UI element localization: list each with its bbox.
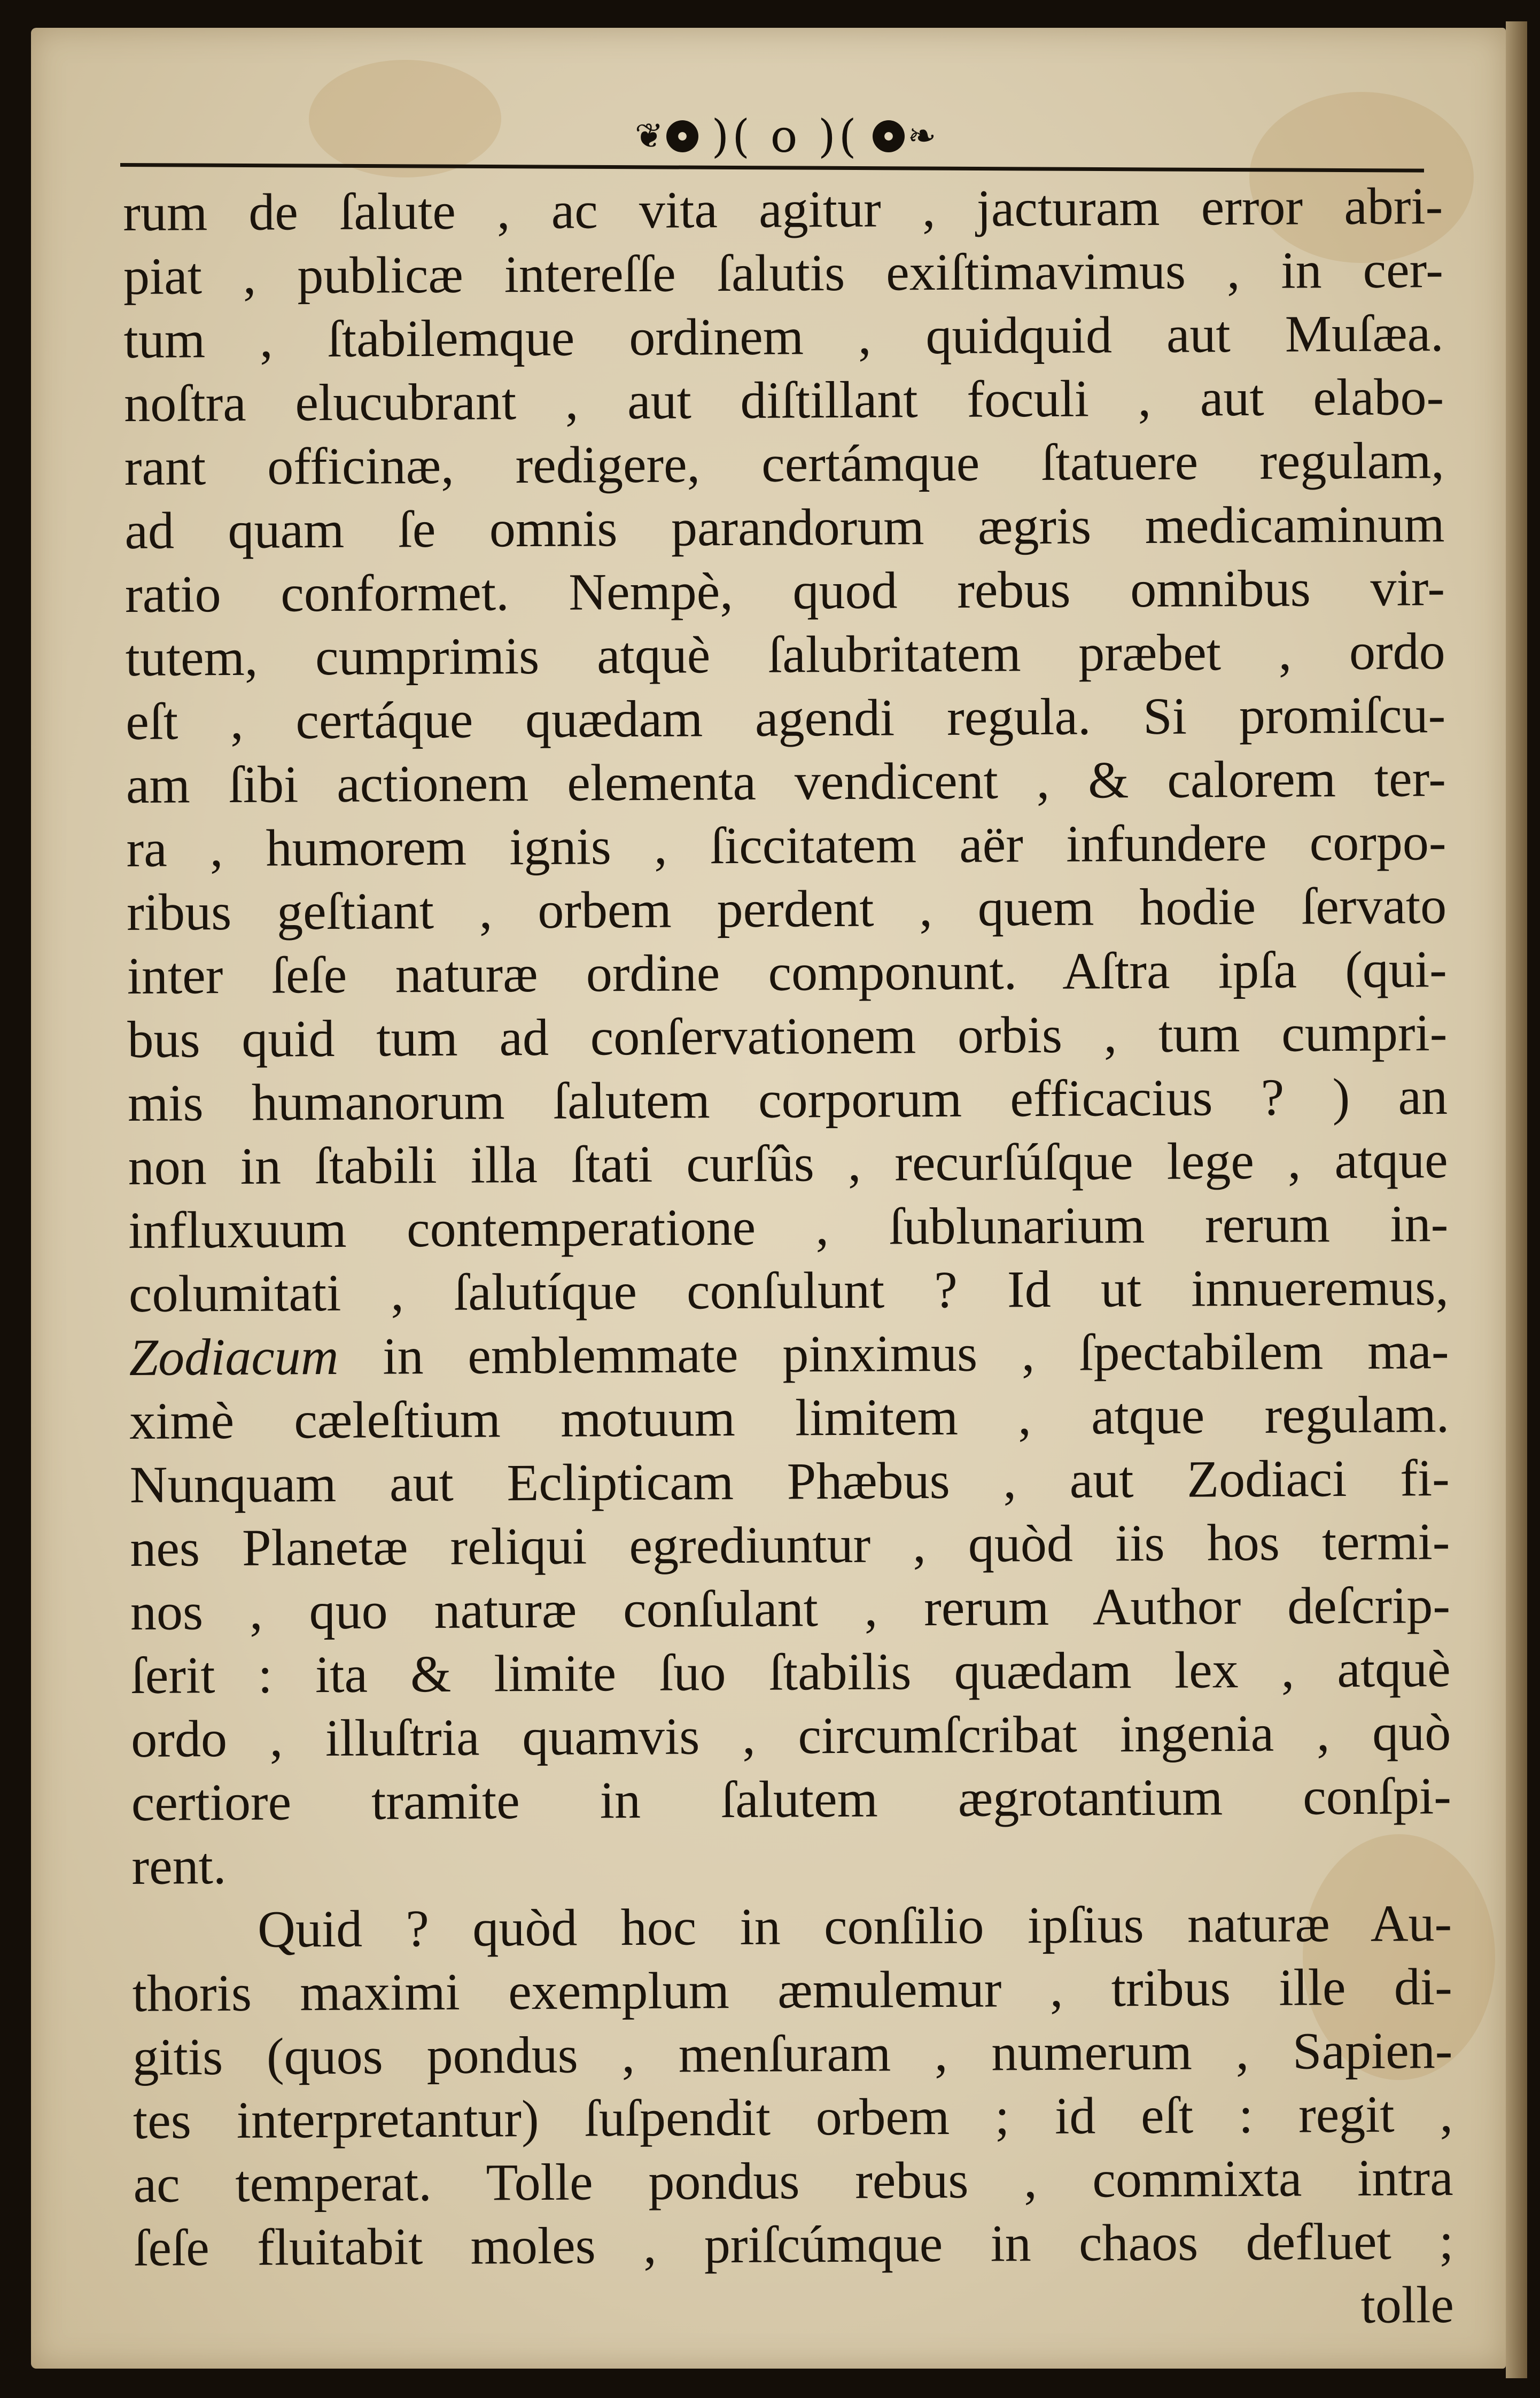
floral-ornament-icon: ❧	[873, 119, 937, 153]
text-line: nos , quo naturæ conſulant , rerum Author deſcrip-	[130, 1577, 1451, 1641]
text-line-zodiacum	[129, 1320, 1449, 1390]
text-line: ribus geſtiant , orbem perdent , quem hodie ſervato	[126, 877, 1447, 942]
page-edge	[1506, 21, 1527, 2378]
text-line: ſerit : ita & limite ſuo ſtabilis quædam lex , atquè	[130, 1640, 1451, 1705]
italic-word: Zodiacum	[129, 1328, 339, 1387]
floral-ornament-icon: ❦	[635, 119, 699, 153]
text-line: ra , humorem ignis , ſiccitatem aër infundere corpo-	[126, 813, 1446, 878]
page-number: )( o )(	[711, 110, 860, 162]
text-line: inter ſeſe naturæ ordine componunt. Aſtra ipſa (qui-	[127, 941, 1448, 1005]
page-header	[598, 104, 973, 168]
text-line: rent.	[131, 1837, 227, 1896]
text-line: piat , publicæ intereſſe ſalutis exiſtimavimus , in cer-	[123, 241, 1444, 306]
text-span: in emblemmate pinximus , ſpectabilem ma-	[338, 1322, 1449, 1386]
text-line: ratio conformet. Nempè, quod rebus omnibus vir-	[125, 559, 1445, 624]
text-line: ac temperat. Tolle pondus rebus , commixta intra	[133, 2149, 1453, 2214]
text-line: ximè cæleſtium motuum limitem , atque regulam.	[129, 1386, 1450, 1450]
text-line: tes interpretantur) ſuſpendit orbem ; id eſt : regit ,	[133, 2085, 1453, 2150]
paragraph-start-line: Quid ? quòd hoc in conſilio ipſius naturæ Au-	[257, 1895, 1452, 1959]
text-line: am ſibi actionem elementa vendicent , & calorem ter-	[126, 750, 1446, 814]
text-line: columitati , ſalutíque conſulunt ? Id ut innueremus,	[128, 1259, 1449, 1323]
text-line: ordo , illuſtria quamvis , circumſcribat ingenia , quò	[130, 1704, 1451, 1768]
text-line: influxuum contemperatione , ſublunarium rerum in-	[128, 1195, 1449, 1260]
paper-stain	[309, 60, 501, 177]
text-line: mis humanorum ſalutem corporum efficacius ? ) an	[127, 1068, 1448, 1132]
text-line: ſeſe fluitabit moles , priſcúmque in chaos defluet ;	[133, 2213, 1454, 2277]
text-line: gitis (quos pondus , menſuram , numerum , Sapien-	[133, 2022, 1453, 2086]
body-text	[123, 175, 1454, 2344]
text-line: tutem, cumprimis atquè ſalubritatem præbet , ordo	[125, 623, 1445, 687]
catchword: tolle	[1360, 2276, 1455, 2334]
text-line: rum de ſalute , ac vita agitur , jacturam error abri-	[123, 177, 1443, 242]
text-line: noſtra elucubrant , aut diſtillant foculi , aut elabo-	[123, 368, 1444, 433]
text-line: bus quid tum ad conſervationem orbis , tum cumpri-	[127, 1004, 1448, 1069]
text-line: ad quam ſe omnis parandorum ægris medicaminum	[125, 495, 1445, 560]
text-line: certiore tramite in ſalutem ægrotantium conſpi-	[131, 1767, 1452, 1832]
text-line: Nunquam aut Eclipticam Phæbus , aut Zodiaci fi-	[129, 1449, 1450, 1514]
text-line: non in ſtabili illa ſtati curſûs , recurſúſque lege , atque	[128, 1131, 1448, 1196]
text-line: rant officinæ, redigere, certámque ſtatuere regulam,	[124, 432, 1445, 496]
text-line: tum , ſtabilemque ordinem , quidquid aut Muſæa.	[123, 305, 1444, 369]
text-line: thoris maximi exemplum æmulemur , tribus ille di-	[132, 1958, 1453, 2023]
text-line: eſt , certáque quædam agendi regula. Si promiſcu-	[126, 686, 1446, 751]
text-line: nes Planetæ reliqui egrediuntur , quòd iis hos termi-	[130, 1513, 1450, 1578]
